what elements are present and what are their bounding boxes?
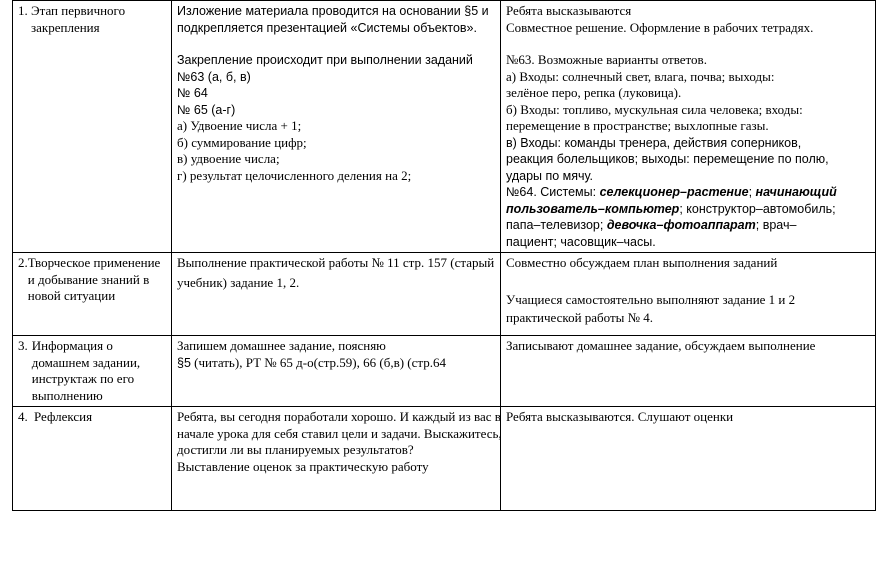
text-line xyxy=(506,184,870,201)
text-line: Закрепление происходит при выполнении заданий xyxy=(177,53,473,67)
lesson-plan-table xyxy=(12,0,876,511)
stage-cell xyxy=(13,407,172,511)
text-line: в) Входы: команды тренера, действия соперников, xyxy=(506,135,802,150)
text-line xyxy=(177,355,495,372)
text-run: (читать), РТ № 65 д-о(стр.59), 66 (б,в) (стр.64 xyxy=(190,354,446,370)
blank-line xyxy=(506,36,870,52)
text-line: Учащиеся самостоятельно выполняют задание 1 и 2 xyxy=(506,291,796,307)
text-run-bold-italic: пользователь–компьютер xyxy=(506,201,680,216)
blank-line xyxy=(506,272,870,292)
stage-cell xyxy=(13,336,172,407)
teacher-activity-cell xyxy=(172,253,501,336)
text-line: Ребята высказываются. Слушают оценки xyxy=(506,409,734,424)
text-run: ; xyxy=(748,185,756,199)
text-line: г) результат целочисленного деления на 2; xyxy=(177,167,412,183)
teacher-activity-cell xyxy=(172,407,501,511)
text-line: № 65 (а-г) xyxy=(177,102,236,117)
text-line: Совместное решение. Оформление в рабочих тетрадях. xyxy=(506,19,814,35)
text-line: Выполнение практической работы № 11 стр. 157 (старый xyxy=(177,255,495,270)
lesson-plan-table-wrapper xyxy=(12,0,837,478)
text-line: зелёное перо, репка (луковица). xyxy=(506,85,682,100)
text-line: Ребята высказываются xyxy=(506,3,632,18)
text-line: учебник) задание 1, 2. xyxy=(177,274,300,290)
stage-name: Творческое применение и добывание знаний в новой ситуации xyxy=(27,255,161,303)
student-activity-cell xyxy=(501,1,876,253)
text-line xyxy=(506,217,870,234)
text-line: а) Удвоение числа + 1; xyxy=(177,118,302,133)
text-line: б) суммирование цифр; xyxy=(177,134,307,150)
text-line: начале урока для себя ставил цели и задачи. Выскажитесь, xyxy=(177,425,502,441)
text-run: ; врач– xyxy=(755,218,797,232)
text-line: №63 (а, б, в) xyxy=(177,69,251,84)
text-line: достигли ли вы планируемых результатов? xyxy=(177,442,414,457)
student-activity-cell xyxy=(501,253,876,336)
student-activity-cell xyxy=(501,407,876,511)
text-line: пациент; часовщик–часы. xyxy=(506,234,656,249)
row-number: 2. xyxy=(18,255,28,270)
text-line: Записывают домашнее задание, обсуждаем выполнение xyxy=(506,338,816,353)
text-line: а) Входы: солнечный свет, влага, почва; выходы: xyxy=(506,68,775,84)
text-run-bold-italic: девочка–фотоаппарат xyxy=(606,218,756,232)
text-run: §5 xyxy=(177,355,191,370)
table-row xyxy=(13,407,876,511)
stage-name: Рефлексия xyxy=(34,409,93,424)
blank-line xyxy=(177,36,495,52)
text-line: подкрепляется презентацией «Системы объектов». xyxy=(177,20,477,35)
student-activity-cell xyxy=(501,336,876,407)
stage-name: Информация о домашнем задании, инструктаж по его выполнению xyxy=(31,338,141,403)
text-line: реакция болельщиков; выходы: перемещение по полю, xyxy=(506,152,829,166)
text-line: Ребята, вы сегодня поработали хорошо. И каждый из вас в xyxy=(177,409,501,424)
table-row xyxy=(13,253,876,336)
teacher-activity-cell xyxy=(172,1,501,253)
text-line: Запишем домашнее задание, поясняю xyxy=(177,338,386,353)
text-line: практической работы № 4. xyxy=(506,310,654,325)
stage-cell xyxy=(13,1,172,253)
text-line: б) Входы: топливо, мускульная сила человека; входы: xyxy=(506,101,803,117)
table-row xyxy=(13,1,876,253)
text-run: №64. Системы: xyxy=(506,185,600,199)
stage-cell xyxy=(13,253,172,336)
table-row xyxy=(13,336,876,407)
text-line: перемещение в пространстве; выхлопные газы. xyxy=(506,118,769,133)
text-run-bold-italic: селекционер–растение xyxy=(599,185,749,199)
stage-name: Этап первичного закрепления xyxy=(31,3,126,35)
text-line: Выставление оценок за практическую работу xyxy=(177,458,429,474)
text-line: Изложение материала проводится на основании §5 и xyxy=(177,4,489,18)
teacher-activity-cell xyxy=(172,336,501,407)
text-line xyxy=(506,201,870,218)
text-line: в) удвоение числа; xyxy=(177,151,280,166)
text-line: № 64 xyxy=(177,86,208,100)
text-run-bold-italic: начинающий xyxy=(755,185,837,199)
row-number: 4. xyxy=(18,409,28,424)
text-run: папа–телевизор; xyxy=(506,218,607,232)
text-line: Совместно обсуждаем план выполнения заданий xyxy=(506,255,778,270)
row-number: 3. xyxy=(18,338,28,353)
text-run: ; конструктор–автомобиль; xyxy=(679,201,836,216)
row-number: 1. xyxy=(18,3,28,18)
text-line: №63. Возможные варианты ответов. xyxy=(506,52,707,67)
text-line: удары по мячу. xyxy=(506,168,594,183)
